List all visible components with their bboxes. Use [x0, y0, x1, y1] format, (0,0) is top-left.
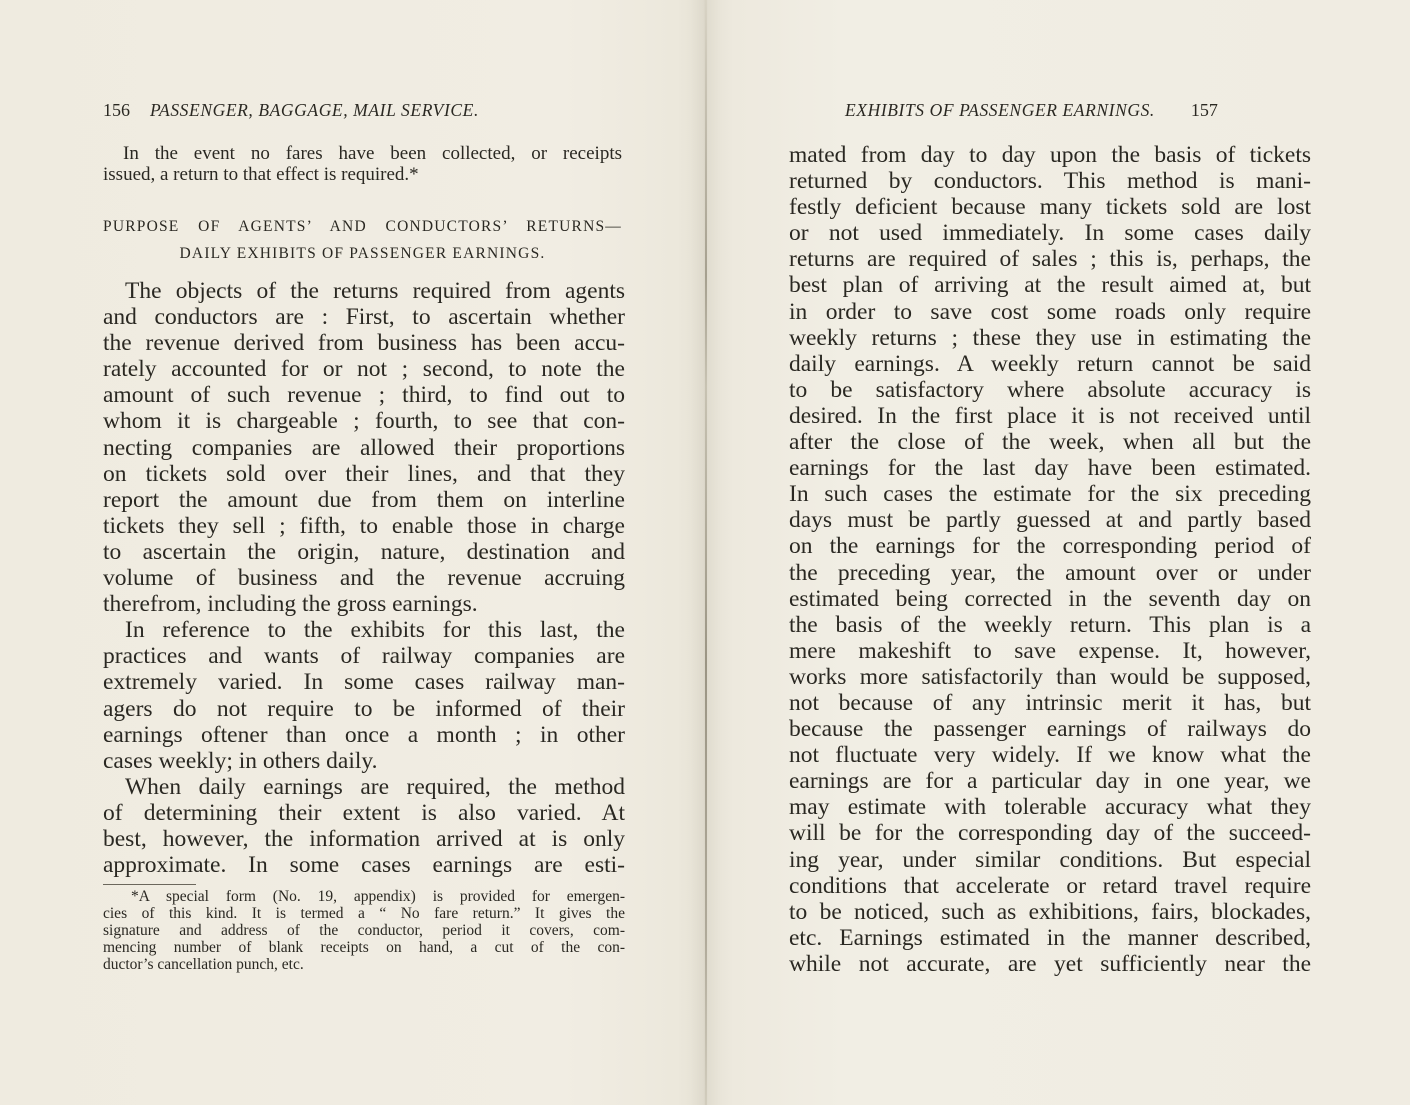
text-line: whom it is chargeable ; fourth, to see that con-	[103, 408, 625, 435]
text-line: approximate. In some cases earnings are esti-	[103, 852, 625, 879]
text-line: in order to save cost some roads only require	[789, 298, 1311, 325]
text-line: to be satisfactory where absolute accuracy is	[789, 376, 1311, 403]
text-line: rately accounted for or not ; second, to note the	[103, 356, 625, 383]
text-line: ing year, under similar conditions. But especial	[789, 846, 1311, 873]
text-line: extremely varied. In some cases railway man-	[103, 669, 625, 696]
text-line: cases weekly; in others daily.	[103, 747, 378, 774]
text-line: to ascertain the origin, nature, destination and	[103, 538, 625, 565]
heading-line: PURPOSE OF AGENTS’ AND CONDUCTORS’ RETURNS—	[103, 218, 622, 235]
footnote-rule	[103, 884, 196, 885]
text-line: earnings oftener than once a month ; in other	[103, 721, 625, 748]
right-running-head	[845, 100, 1218, 121]
text-line: therefrom, including the gross earnings.	[103, 591, 478, 618]
text-line: days must be partly guessed at and partly based	[789, 507, 1311, 534]
text-line: etc. Earnings estimated in the manner described,	[789, 924, 1311, 951]
text-line: amount of such revenue ; third, to find out to	[103, 382, 625, 409]
footnote-line: *A special form (No. 19, appendix) is provided for emergen-	[131, 888, 625, 905]
text-line: because the passenger earnings of railways do	[789, 716, 1311, 743]
text-line: the revenue derived from business has been accu-	[103, 330, 625, 357]
text-line: not fluctuate very widely. If we know what the	[789, 742, 1311, 769]
running-title: EXHIBITS OF PASSENGER EARNINGS.	[845, 100, 1155, 120]
text-line: best, however, the information arrived at is only	[103, 825, 625, 852]
text-line: desired. In the first place it is not received until	[789, 402, 1311, 429]
page-number: 156	[103, 100, 130, 120]
text-line: to be noticed, such as exhibitions, fairs, blockades,	[789, 898, 1311, 925]
text-line: while not accurate, are yet sufficiently near the	[789, 950, 1311, 977]
text-line: mere makeshift to save expense. It, however,	[789, 637, 1311, 664]
text-line: conditions that accelerate or retard travel require	[789, 872, 1311, 899]
text-line: on tickets sold over their lines, and that they	[103, 460, 625, 487]
text-line: earnings are for a particular day in one year, we	[789, 768, 1311, 795]
text-line: practices and wants of railway companies are	[103, 643, 625, 670]
text-line: tickets they sell ; fifth, to enable those in charge	[103, 512, 625, 539]
footnote-line: ductor’s cancellation punch, etc.	[103, 956, 304, 973]
text-line: works more satisfactorily than would be supposed,	[789, 663, 1311, 690]
left-body-text	[103, 278, 625, 878]
heading-line: DAILY EXHIBITS OF PASSENGER EARNINGS.	[179, 245, 546, 262]
text-line: daily earnings. A weekly return cannot be said	[789, 350, 1311, 377]
left-running-head	[103, 100, 479, 121]
footnote-line: mencing number of blank receipts on hand, a cut of the con-	[103, 939, 625, 956]
text-line: earnings for the last day have been estimated.	[789, 455, 1311, 482]
intro-paragraph	[103, 143, 622, 185]
text-line: estimated being corrected in the seventh day on	[789, 585, 1311, 612]
text-line: mated from day to day upon the basis of tickets	[789, 142, 1311, 168]
text-line: returns are required of sales ; this is, perhaps, the	[789, 246, 1311, 273]
page-number: 157	[1190, 100, 1218, 120]
text-line: may estimate with tolerable accuracy what they	[789, 794, 1311, 821]
text-line: the basis of the weekly return. This plan is a	[789, 611, 1311, 638]
text-line: weekly returns ; these they use in estimating the	[789, 324, 1311, 351]
right-body-text	[789, 142, 1311, 977]
text-line: returned by conductors. This method is mani-	[789, 168, 1311, 195]
text-line: The objects of the returns required from agents	[125, 278, 625, 304]
text-line: and conductors are : First, to ascertain whether	[103, 304, 625, 331]
text-line: In reference to the exhibits for this last, the	[125, 617, 625, 644]
text-line: of determining their extent is also varied. At	[103, 799, 625, 826]
text-line: In the event no fares have been collected, or receipts	[123, 143, 622, 164]
text-line: issued, a return to that effect is required.*	[103, 164, 419, 185]
text-line: after the close of the week, when all but the	[789, 429, 1311, 456]
running-title: PASSENGER, BAGGAGE, MAIL SERVICE.	[150, 100, 479, 120]
text-line: agers do not require to be informed of their	[103, 695, 625, 722]
text-line: not because of any intrinsic merit it has, but	[789, 689, 1311, 716]
text-line: or not used immediately. In some cases daily	[789, 220, 1311, 247]
text-line: In such cases the estimate for the six preceding	[789, 481, 1311, 508]
text-line: the preceding year, the amount over or under	[789, 559, 1311, 586]
text-line: necting companies are allowed their proportions	[103, 434, 625, 461]
text-line: will be for the corresponding day of the succeed-	[789, 820, 1311, 847]
footnote-line: signature and address of the conductor, period it covers, com-	[103, 922, 625, 939]
footnote-line: cies of this kind. It is termed a “ No fare return.” It gives the	[103, 905, 625, 922]
right-page	[707, 0, 1410, 1105]
text-line: When daily earnings are required, the method	[125, 773, 625, 800]
text-line: report the amount due from them on interline	[103, 486, 625, 513]
footnote	[103, 888, 625, 973]
text-line: volume of business and the revenue accruing	[103, 565, 625, 592]
text-line: on the earnings for the corresponding period of	[789, 533, 1311, 560]
text-line: festly deficient because many tickets sold are lost	[789, 194, 1311, 221]
section-heading	[103, 213, 622, 267]
text-line: best plan of arriving at the result aimed at, but	[789, 272, 1311, 299]
